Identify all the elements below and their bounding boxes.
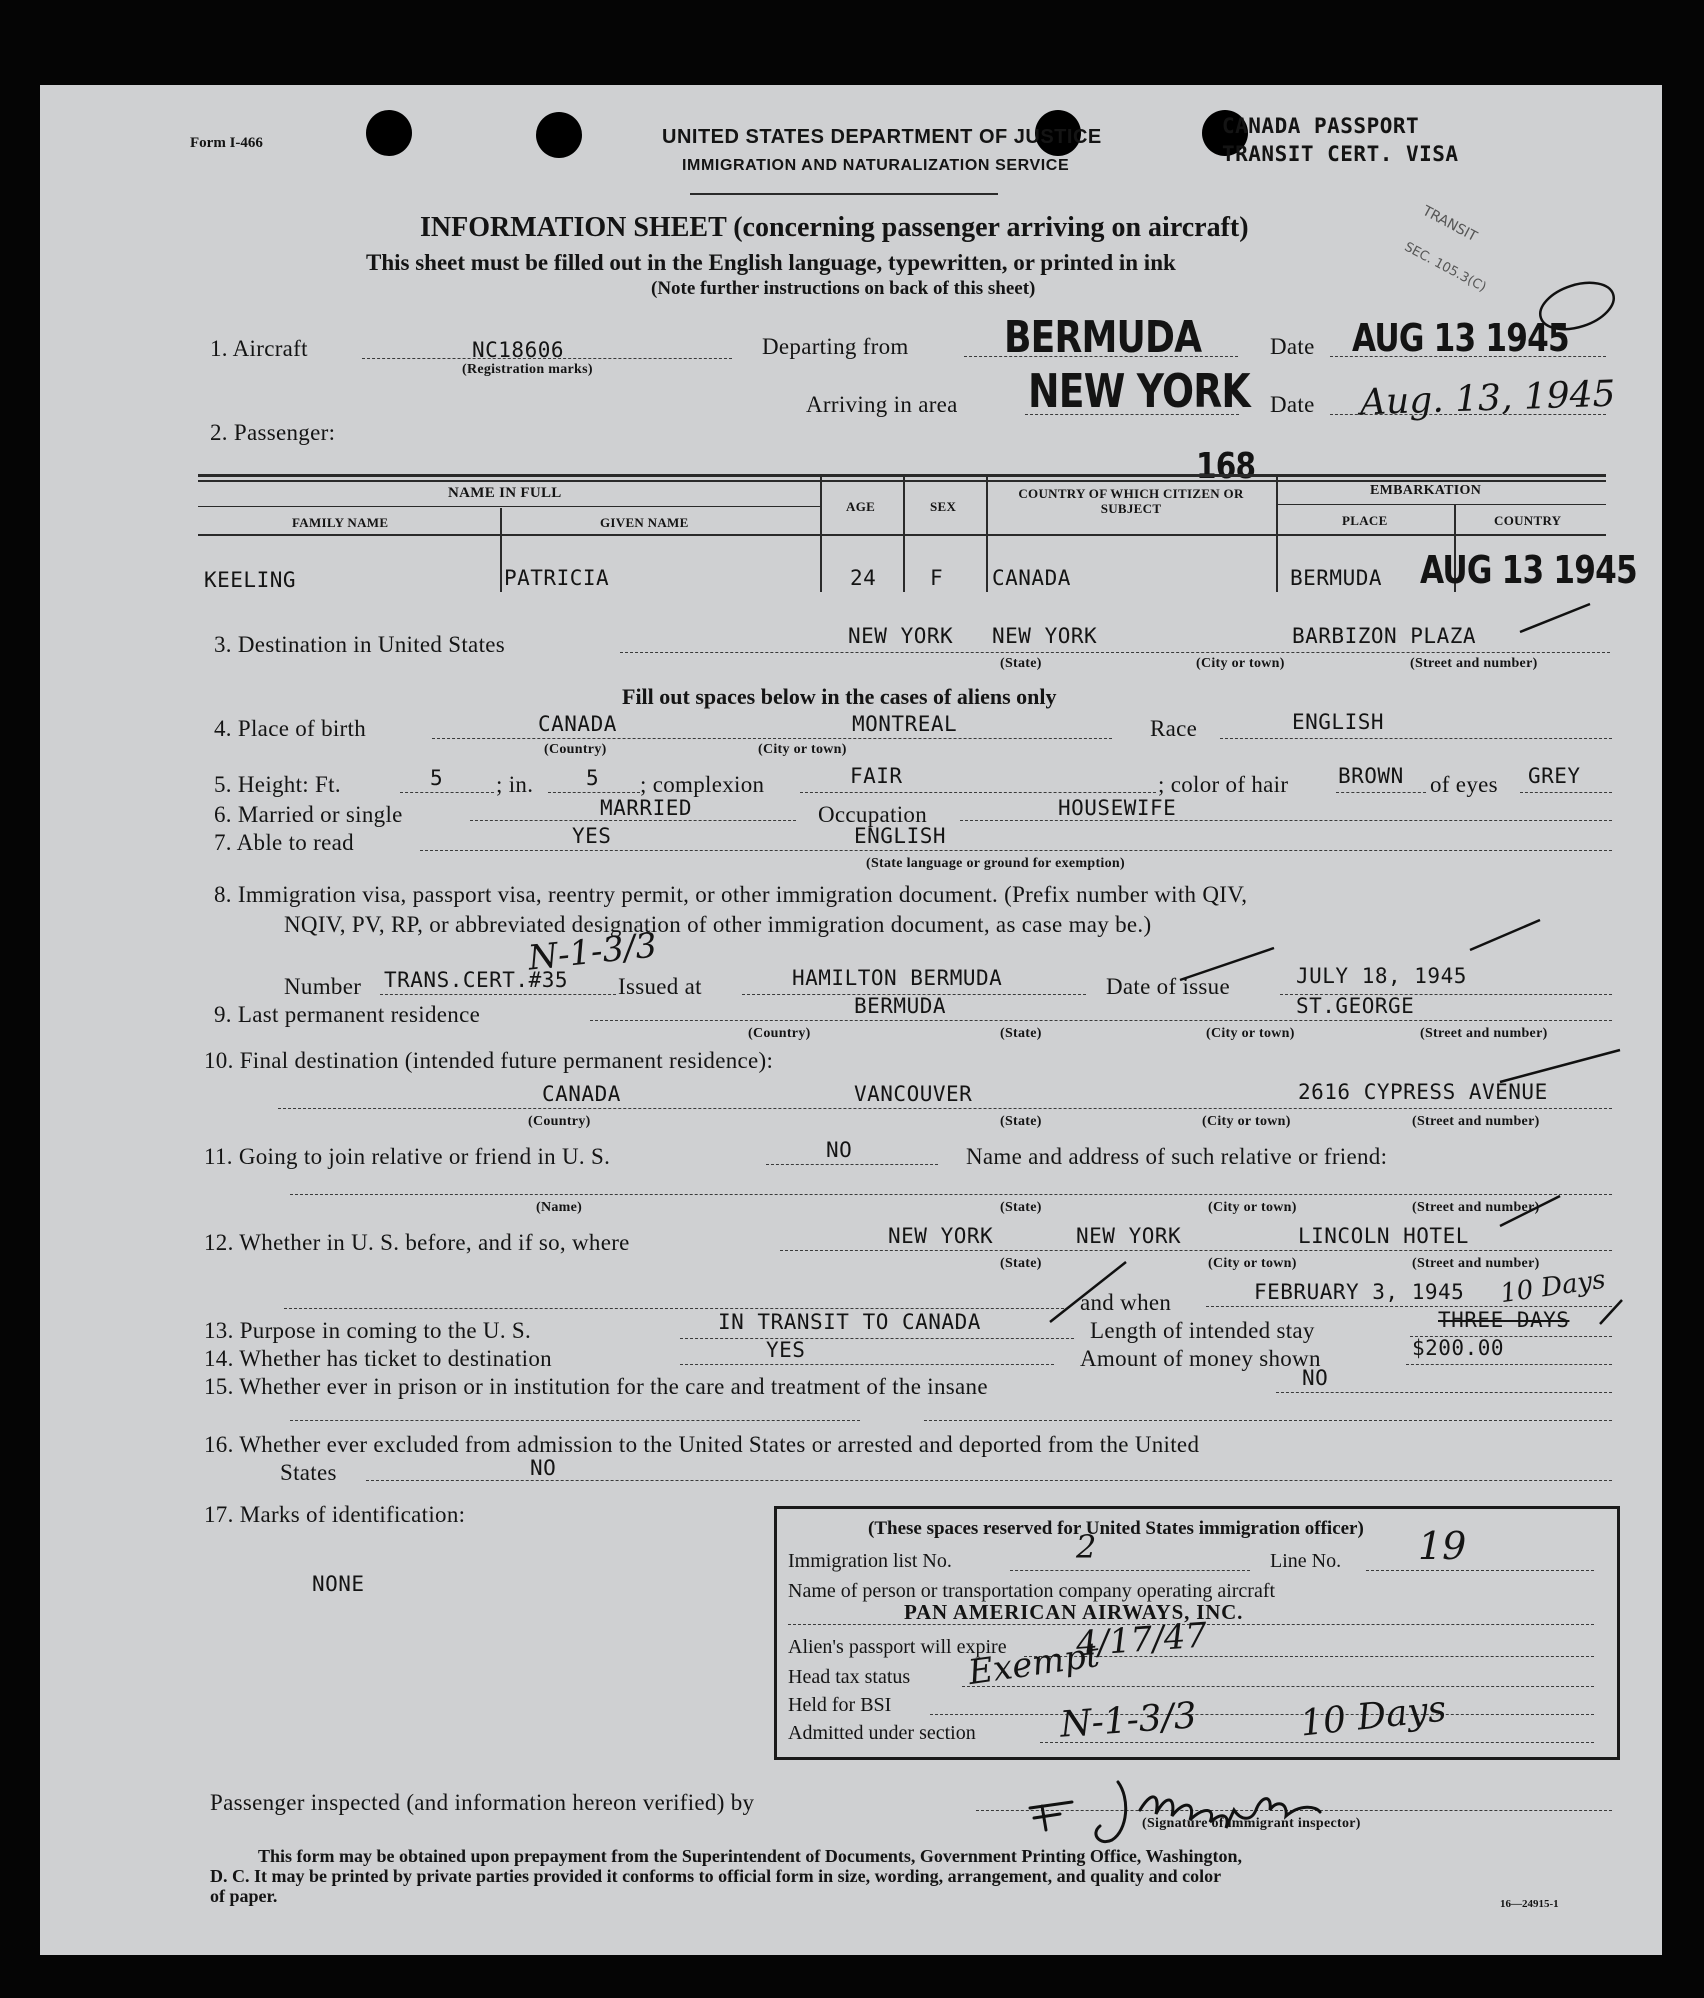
has-ticket: YES <box>766 1338 806 1362</box>
transit-stamp-section: SEC. 105.3(C) <box>1401 239 1489 296</box>
final-street: 2616 CYPRESS AVENUE <box>1298 1080 1548 1104</box>
height-inches: 5 <box>586 766 600 790</box>
admitted-section: N-1-3/3 <box>1058 1695 1198 1746</box>
final-country: CANADA <box>542 1082 621 1106</box>
passport-expiry: 4/17/47 <box>1074 1615 1209 1665</box>
excluded-label-line1: 16. Whether ever excluded from admission to the United States or arrested and deported from the United <box>204 1432 1200 1457</box>
caption-city: (City or town) <box>758 742 847 757</box>
complexion-label: ; complexion <box>640 772 765 797</box>
caption-street: (Street and number) <box>1412 1200 1540 1215</box>
footer-line1: This form may be obtained upon prepayment from the Superintendent of Documents, Government Printing Office, Washington, <box>258 1846 1243 1866</box>
destination-label: 3. Destination in United States <box>214 632 506 657</box>
birth-city: MONTREAL <box>852 712 958 736</box>
form-subtitle: This sheet must be filled out in the English language, typewritten, or printed in ink <box>366 250 1176 275</box>
excluded-history: NO <box>530 1456 557 1480</box>
occupation: HOUSEWIFE <box>1058 796 1177 820</box>
hair-label: ; color of hair <box>1158 772 1289 797</box>
aircraft-label: 1. Aircraft <box>210 336 308 361</box>
last-residence-label: 9. Last permanent residence <box>214 1002 481 1027</box>
header-family-name: FAMILY NAME <box>292 515 389 530</box>
money-shown: $200.00 <box>1412 1336 1505 1360</box>
caption-street: (Street and number) <box>1412 1114 1540 1129</box>
form-number: Form I-466 <box>190 135 263 151</box>
caption-state: (State) <box>1000 656 1042 671</box>
corner-note-transit: TRANSIT CERT. VISA <box>1222 142 1459 166</box>
header-sex: SEX <box>930 499 957 514</box>
eyes-label: of eyes <box>1430 772 1498 797</box>
list-number-label: Immigration list No. <box>788 1550 952 1572</box>
birth-country: CANADA <box>538 712 617 736</box>
list-number: 2 <box>1076 1528 1097 1566</box>
marital-label: 6. Married or single <box>214 802 403 827</box>
visa-label-line1: 8. Immigration visa, passport visa, reentry permit, or other immigration document. (Prefix number with QIV, <box>214 882 1248 907</box>
last-residence-street: ST.GEORGE <box>1296 994 1415 1018</box>
departing-label: Departing from <box>762 334 909 359</box>
caption-state: (State) <box>1000 1114 1042 1129</box>
arriving-in-area: NEW YORK <box>1028 364 1250 418</box>
prior-visit-city: NEW YORK <box>1076 1224 1182 1248</box>
arriving-label: Arriving in area <box>806 392 958 417</box>
prior-visit-state: NEW YORK <box>888 1224 994 1248</box>
embarkation-place: BERMUDA <box>1290 566 1383 590</box>
header-country: COUNTRY <box>1494 513 1562 528</box>
inspection-label: Passenger inspected (and information hereon verified) by <box>210 1790 755 1815</box>
join-relative-label: 11. Going to join relative or friend in U. S. <box>204 1144 611 1169</box>
race-label: Race <box>1150 716 1198 741</box>
caption-country: (Country) <box>748 1026 811 1041</box>
read-label: 7. Able to read <box>214 830 354 855</box>
admitted-section-label: Admitted under section <box>788 1722 976 1744</box>
caption-name: (Name) <box>536 1200 583 1215</box>
prison-history: NO <box>1302 1366 1329 1390</box>
header-place: PLACE <box>1342 513 1388 528</box>
given-name: PATRICIA <box>504 566 610 590</box>
service-name: IMMIGRATION AND NATURALIZATION SERVICE <box>682 157 1070 174</box>
departing-date-label: Date <box>1270 334 1315 359</box>
header-name-in-full: NAME IN FULL <box>448 485 562 501</box>
corner-note-passport: CANADA PASSPORT <box>1222 114 1420 138</box>
admitted-days: 10 Days <box>1298 1688 1449 1745</box>
header-given-name: GIVEN NAME <box>600 515 689 530</box>
relative-name-label: Name and address of such relative or friend: <box>966 1144 1388 1169</box>
birthplace-label: 4. Place of birth <box>214 716 367 741</box>
occupation-label: Occupation <box>818 802 928 827</box>
line-number-label: Line No. <box>1270 1550 1342 1572</box>
caption-city: (City or town) <box>1202 1114 1291 1129</box>
destination-state: NEW YORK <box>848 624 954 648</box>
final-destination-label: 10. Final destination (intended future permanent residence): <box>204 1048 774 1073</box>
prior-visit-date: FEBRUARY 3, 1945 <box>1254 1280 1465 1304</box>
prior-visit-label: 12. Whether in U. S. before, and if so, where <box>204 1230 630 1255</box>
caption-street: (Street and number) <box>1410 656 1538 671</box>
marks-label: 17. Marks of identification: <box>204 1502 466 1527</box>
caption-city: (City or town) <box>1196 656 1285 671</box>
registration-caption: (Registration marks) <box>462 362 593 377</box>
money-label: Amount of money shown <box>1080 1346 1321 1371</box>
transit-stamp: TRANSIT <box>1419 203 1480 245</box>
form-note: (Note further instructions on back of this sheet) <box>651 278 1036 299</box>
caption-city: (City or town) <box>1208 1256 1297 1271</box>
citizen-country: CANADA <box>992 566 1071 590</box>
form-title: INFORMATION SHEET (concerning passenger arriving on aircraft) <box>420 212 1249 243</box>
aliens-only-note: Fill out spaces below in the cases of aliens only <box>622 684 1057 709</box>
age: 24 <box>850 566 877 590</box>
purpose: IN TRANSIT TO CANADA <box>718 1310 981 1334</box>
date-of-issue-label: Date of issue <box>1106 974 1230 999</box>
join-relative: NO <box>826 1138 853 1162</box>
destination-street: BARBIZON PLAZA <box>1292 624 1477 648</box>
manifest-number: 168 <box>1196 446 1256 487</box>
header-country-citizen: COUNTRY OF WHICH CITIZEN OR SUBJECT <box>1018 486 1244 516</box>
caption-city: (City or town) <box>1206 1026 1295 1041</box>
height-feet: 5 <box>430 766 444 790</box>
when-label: and when <box>1080 1290 1172 1315</box>
form-code: 16—24915-1 <box>1500 1898 1559 1910</box>
caption-country: (Country) <box>544 742 607 757</box>
head-tax-label: Head tax status <box>788 1666 911 1688</box>
prior-visit-duration-handwritten: 10 Days <box>1498 1264 1608 1310</box>
issued-at-label: Issued at <box>618 974 702 999</box>
visa-label-line2: NQIV, PV, RP, or abbreviated designation of other immigration document, as case may be.) <box>284 912 1152 937</box>
aircraft-operator: PAN AMERICAN AIRWAYS, INC. <box>904 1600 1244 1624</box>
caption-state: (State) <box>1000 1026 1042 1041</box>
number-label: Number <box>284 974 362 999</box>
caption-country: (Country) <box>528 1114 591 1129</box>
departing-date-stamp: AUG 13 1945 <box>1352 316 1569 360</box>
height-label: 5. Height: Ft. <box>214 772 341 797</box>
race: ENGLISH <box>1292 710 1385 734</box>
head-tax-status: Exempt <box>965 1635 1102 1693</box>
company-label: Name of person or transportation company operating aircraft <box>788 1580 1276 1602</box>
document-handwritten-section: N-1-3/3 <box>526 925 659 979</box>
footer-line3: of paper. <box>210 1886 278 1906</box>
able-to-read: YES <box>572 824 612 848</box>
purpose-label: 13. Purpose in coming to the U. S. <box>204 1318 532 1343</box>
departing-from: BERMUDA <box>1004 312 1202 363</box>
language-caption: (State language or ground for exemption) <box>866 856 1125 871</box>
ticket-label: 14. Whether has ticket to destination <box>204 1346 552 1371</box>
passport-expiry-label: Alien's passport will expire <box>788 1636 1007 1658</box>
caption-street: (Street and number) <box>1412 1256 1540 1271</box>
embarkation-date-stamp: AUG 13 1945 <box>1420 548 1637 592</box>
arriving-date-handwritten: Aug. 13, 1945 <box>1359 373 1617 424</box>
destination-city: NEW YORK <box>992 624 1098 648</box>
prior-visit-street: LINCOLN HOTEL <box>1298 1224 1469 1248</box>
marks-of-identification: NONE <box>312 1572 365 1596</box>
header-embarkation: EMBARKATION <box>1370 483 1482 498</box>
marital-status: MARRIED <box>600 796 693 820</box>
excluded-label-line2: States <box>280 1460 337 1485</box>
aircraft-registration: NC18606 <box>472 338 565 362</box>
caption-street: (Street and number) <box>1420 1026 1548 1041</box>
bsi-label: Held for BSI <box>788 1694 892 1716</box>
inches-label: ; in. <box>496 772 534 797</box>
passenger-label: 2. Passenger: <box>210 420 336 445</box>
caption-city: (City or town) <box>1208 1200 1297 1215</box>
prison-label: 15. Whether ever in prison or in institution for the care and treatment of the insane <box>204 1374 988 1399</box>
final-state: VANCOUVER <box>854 1082 973 1106</box>
signature-caption: (Signature of immigrant inspector) <box>1142 1816 1361 1831</box>
header-age: AGE <box>846 499 876 514</box>
hair-color: BROWN <box>1338 764 1404 788</box>
eye-color: GREY <box>1528 764 1581 788</box>
caption-state: (State) <box>1000 1200 1042 1215</box>
issued-at: HAMILTON BERMUDA <box>792 966 1003 990</box>
caption-state: (State) <box>1000 1256 1042 1271</box>
intended-stay: THREE DAYS <box>1438 1308 1570 1332</box>
family-name: KEELING <box>204 568 297 592</box>
officer-box-heading: (These spaces reserved for United States immigration officer) <box>868 1518 1364 1539</box>
line-number: 19 <box>1418 1524 1467 1568</box>
date-of-issue: JULY 18, 1945 <box>1296 964 1467 988</box>
footer-line2: D. C. It may be printed by private parties provided it conforms to official form in size, wording, arrangement, and quality and color <box>210 1866 1222 1886</box>
last-residence-state: BERMUDA <box>854 994 947 1018</box>
department-name: UNITED STATES DEPARTMENT OF JUSTICE <box>662 126 1102 148</box>
sex: F <box>930 566 944 590</box>
complexion: FAIR <box>850 764 903 788</box>
arriving-date-label: Date <box>1270 392 1315 417</box>
read-language: ENGLISH <box>854 824 947 848</box>
stay-label: Length of intended stay <box>1090 1318 1315 1343</box>
document-number: TRANS.CERT.#35 <box>384 968 569 992</box>
